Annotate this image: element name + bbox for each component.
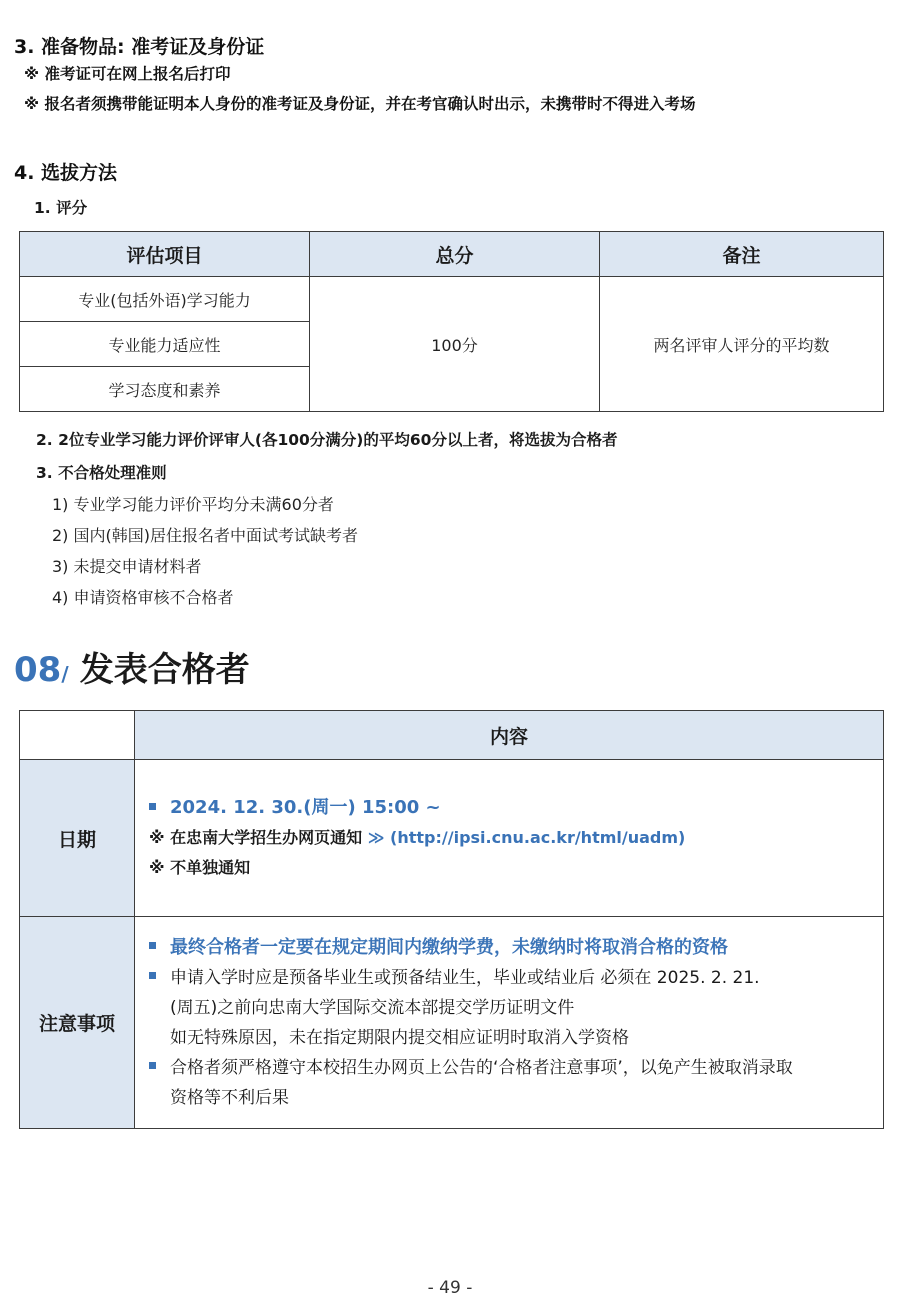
result-date-cell — [135, 760, 884, 917]
square-bullet-icon — [149, 1062, 156, 1069]
section08-heading: 发表合格者 — [79, 650, 250, 690]
prep-note-1: ※ 准考证可在网上报名后打印 — [24, 65, 231, 83]
date-note-1-prefix: ※ 在忠南大学招生办网页通知 — [149, 828, 363, 847]
score-header-remark: 备注 — [600, 232, 884, 277]
section08-slash: / — [61, 662, 69, 686]
criteria-2: 2) 国内(韩国)居住报名者中面试考试缺考者 — [52, 526, 358, 545]
result-header-corner — [20, 711, 135, 760]
section08-number: 08 — [14, 650, 62, 690]
date-note-1 — [149, 823, 883, 853]
score-item-2: 专业能力适应性 — [20, 322, 310, 367]
result-header-content: 内容 — [135, 711, 884, 760]
note-1-line — [149, 933, 883, 963]
prep-note-2: ※ 报名者须携带能证明本人身份的准考证及身份证，并在考官确认时出示，未携带时不得进入考场 — [24, 95, 696, 113]
result-notes-cell — [135, 917, 884, 1129]
score-header-item: 评估项目 — [20, 232, 310, 277]
section08-title — [14, 642, 250, 691]
date-main: 2024. 12. 30.(周一) 15:00 ~ — [170, 797, 441, 818]
square-bullet-icon — [149, 942, 156, 949]
selection-heading: 4. 选拔方法 — [14, 162, 118, 184]
score-header-total: 总分 — [310, 232, 600, 277]
note-1: 最终合格者一定要在规定期间内缴纳学费，未缴纳时将取消合格的资格 — [170, 936, 728, 958]
square-bullet-icon — [149, 972, 156, 979]
criteria-1: 1) 专业学习能力评价平均分未满60分者 — [52, 495, 334, 514]
date-note-2: ※ 不单独通知 — [149, 858, 251, 877]
page-number: - 49 - — [427, 1278, 473, 1298]
selection-sub1: 1. 评分 — [34, 199, 88, 217]
selection-sub3: 3. 不合格处理准则 — [36, 464, 167, 482]
score-item-1: 专业(包括外语)学习能力 — [20, 277, 310, 322]
score-total: 100分 — [310, 277, 600, 412]
note-2-line-3: 如无特殊原因，未在指定期限内提交相应证明时取消入学资格 — [170, 1027, 629, 1048]
note-3-line-1 — [149, 1053, 883, 1083]
date-main-line — [149, 793, 883, 823]
square-bullet-icon — [149, 803, 156, 810]
note-3-line-2: 资格等不利后果 — [170, 1087, 289, 1108]
criteria-3: 3) 未提交申请材料者 — [52, 557, 202, 576]
result-date-label: 日期 — [20, 760, 135, 917]
selection-sub2: 2. 2位专业学习能力评价评审人(各100分满分)的平均60分以上者，将选拔为合格者 — [36, 431, 618, 449]
note-3-text-1: 合格者须严格遵守本校招生办网页上公告的‘合格者注意事项’，以免产生被取消录取 — [170, 1057, 793, 1078]
score-item-3: 学习态度和素养 — [20, 367, 310, 412]
date-note-1-link[interactable]: ≫ (http://ipsi.cnu.ac.kr/html/uadm) — [367, 828, 686, 847]
note-2-line-1 — [149, 963, 883, 993]
result-table — [19, 710, 884, 1129]
result-notes-label: 注意事项 — [20, 917, 135, 1129]
note-2-line-2: (周五)之前向忠南大学国际交流本部提交学历证明文件 — [170, 997, 575, 1018]
score-remark: 两名评审人评分的平均数 — [600, 277, 884, 412]
note-2-text-1: 申请入学时应是预备毕业生或预备结业生，毕业或结业后 必须在 2025. 2. 21. — [170, 967, 760, 988]
score-table — [19, 231, 884, 412]
prep-heading: 3. 准备物品: 准考证及身份证 — [14, 36, 265, 58]
criteria-4: 4) 申请资格审核不合格者 — [52, 588, 234, 607]
